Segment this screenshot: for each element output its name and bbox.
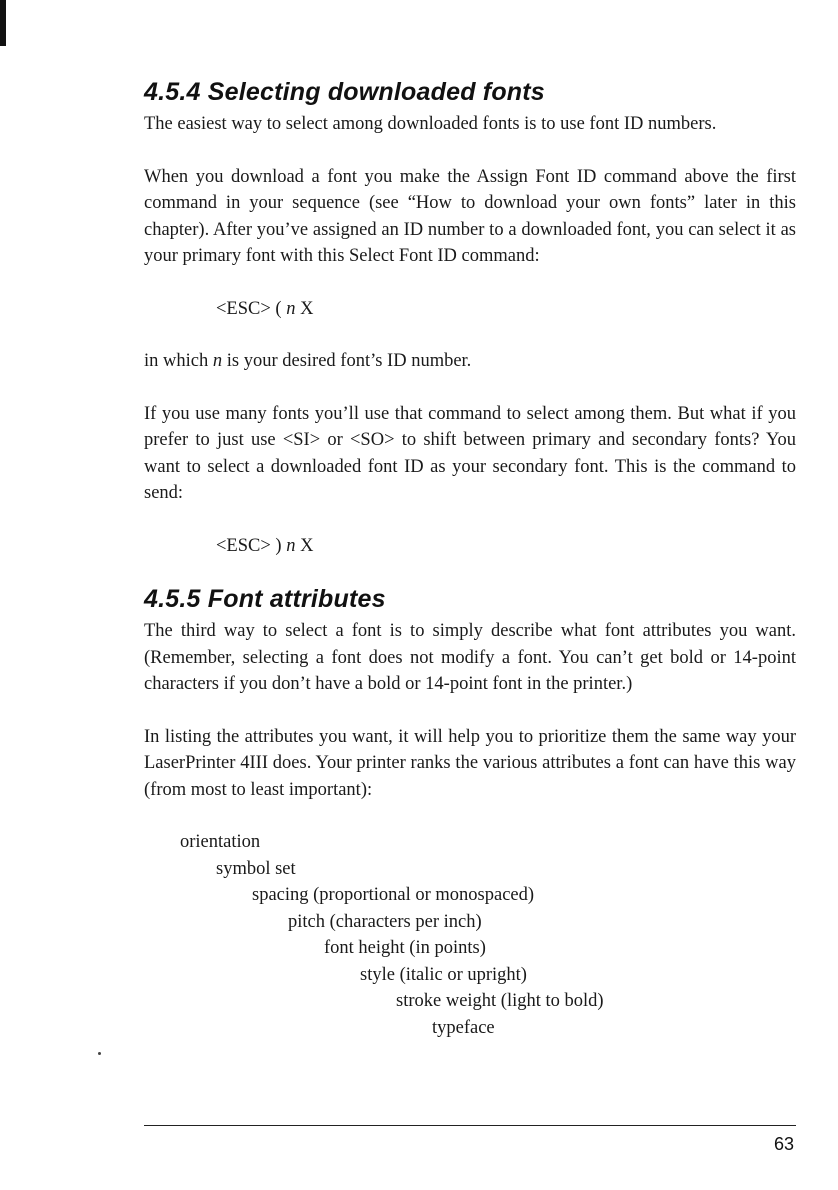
scan-edge-mark — [0, 0, 6, 46]
paragraph-third-way: The third way to select a font is to simply describe what font attributes you want. (Remember, selecting a font does not modify a font. You can’t get bold or 14-point characters if you don’t have a bold or 14-point font in the printer.) — [144, 621, 796, 694]
command-variable: n — [286, 298, 296, 319]
command-text: X — [295, 535, 314, 556]
page-number: 63 — [773, 1134, 794, 1154]
page-content — [144, 78, 796, 1041]
section-heading-font-attributes: 4.5.5 Font attributes — [144, 585, 386, 613]
paragraph-easiest-way: The easiest way to select among downloaded fonts is to use font ID numbers. — [144, 114, 717, 134]
variable-n: n — [212, 351, 223, 371]
scan-speck — [98, 1052, 101, 1055]
list-item: typeface — [432, 1017, 495, 1038]
list-item: symbol set — [216, 858, 296, 879]
list-item: stroke weight (light to bold) — [396, 991, 604, 1011]
list-item: spacing (proportional or monospaced) — [252, 885, 535, 905]
command-variable: n — [286, 535, 296, 556]
paragraph-in-which-n — [144, 348, 796, 375]
list-item: font height (in points) — [324, 938, 486, 958]
text-run: is your desired font’s ID number. — [222, 351, 472, 371]
paragraph-assign-font-id: When you download a font you make the Assign Font ID command above the first command in your sequence (see “How to download your own fonts” later in this chapter). After you’ve assigned an ID number to a downloaded font, you can select it as your primary font with this Select Font ID command: — [144, 166, 796, 266]
section-heading-selecting-downloaded-fonts: 4.5.4 Selecting downloaded fonts — [144, 78, 545, 106]
command-text: X — [295, 298, 314, 319]
command-text: <ESC> ) — [216, 535, 287, 556]
paragraph-listing-attributes: In listing the attributes you want, it will help you to prioritize them the same way your LaserPrinter 4III does. Your printer ranks the various attributes a font can have this way (from most to least important): — [144, 726, 796, 800]
list-item: style (italic or upright) — [360, 964, 527, 985]
footer-rule — [144, 1125, 796, 1126]
paragraph-many-fonts: If you use many fonts you’ll use that command to select among them. But what if you prefer to just use <SI> or <SO> to shift between primary and secondary fonts? You want to select a downloaded font ID as your secondary font. This is the command to send: — [144, 403, 796, 503]
list-item: pitch (characters per inch) — [288, 911, 482, 932]
command-text: <ESC> ( — [216, 298, 287, 319]
command-select-secondary-font-id — [216, 533, 796, 560]
text-run: in which — [144, 351, 213, 371]
command-select-primary-font-id — [216, 296, 796, 323]
attribute-priority-list — [144, 829, 796, 1041]
list-item: orientation — [180, 832, 261, 852]
